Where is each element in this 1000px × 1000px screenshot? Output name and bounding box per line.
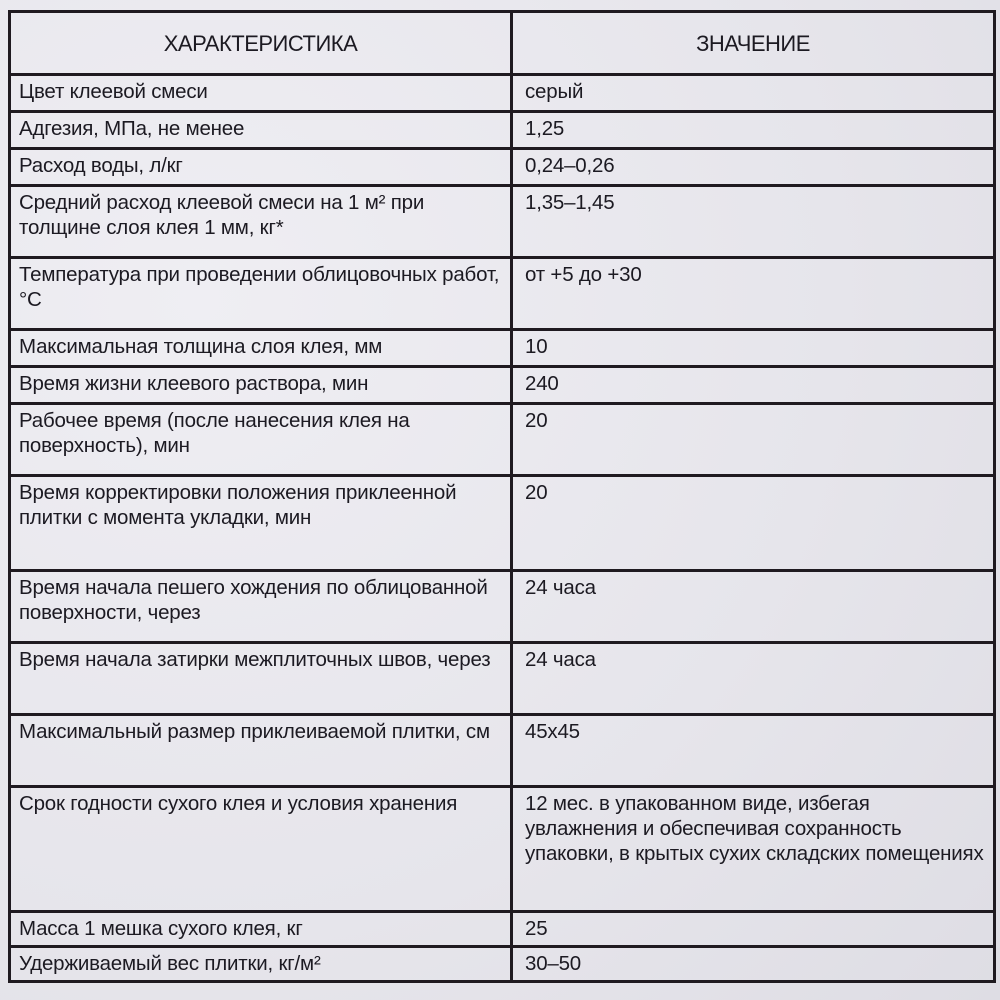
- row-name: Максимальная толщина слоя клея, мм: [10, 330, 512, 367]
- table-row: [10, 404, 995, 476]
- table-row: [10, 258, 995, 330]
- row-name: Время жизни клеевого раствора, мин: [10, 367, 512, 404]
- row-value: 30–50: [512, 947, 995, 982]
- header-characteristic: ХАРАКТЕРИСТИКА: [10, 12, 512, 75]
- row-name: Максимальный размер приклеиваемой плитки, см: [10, 715, 512, 787]
- row-value: 0,24–0,26: [512, 149, 995, 186]
- row-value: 12 мес. в упакованном виде, избегая увлажнения и обеспечивая сохранность упаковки, в крытых сухих складских помещениях: [512, 787, 995, 912]
- table-row: [10, 112, 995, 149]
- row-name: Адгезия, МПа, не менее: [10, 112, 512, 149]
- row-value: 1,25: [512, 112, 995, 149]
- row-name: Расход воды, л/кг: [10, 149, 512, 186]
- table-row: [10, 787, 995, 912]
- row-value: 240: [512, 367, 995, 404]
- row-value: от +5 до +30: [512, 258, 995, 330]
- table-row: [10, 149, 995, 186]
- row-name: Время начала пешего хождения по облицованной поверхности, через: [10, 571, 512, 643]
- row-name: Время корректировки положения приклеенной плитки с момента укладки, мин: [10, 476, 512, 571]
- row-name: Время начала затирки межплиточных швов, через: [10, 643, 512, 715]
- row-value: 25: [512, 912, 995, 947]
- table-row: [10, 367, 995, 404]
- row-value: 10: [512, 330, 995, 367]
- row-name: Масса 1 мешка сухого клея, кг: [10, 912, 512, 947]
- table-row: [10, 75, 995, 112]
- row-value: 20: [512, 476, 995, 571]
- table-row: [10, 571, 995, 643]
- row-name: Цвет клеевой смеси: [10, 75, 512, 112]
- table-row: [10, 186, 995, 258]
- row-value: серый: [512, 75, 995, 112]
- table-row: [10, 947, 995, 982]
- row-value: 45х45: [512, 715, 995, 787]
- characteristics-table: [8, 10, 996, 983]
- row-value: 1,35–1,45: [512, 186, 995, 258]
- row-name: Удерживаемый вес плитки, кг/м²: [10, 947, 512, 982]
- row-value: 24 часа: [512, 571, 995, 643]
- table-row: [10, 912, 995, 947]
- table-row: [10, 715, 995, 787]
- row-value: 20: [512, 404, 995, 476]
- row-name: Срок годности сухого клея и условия хранения: [10, 787, 512, 912]
- spec-sheet: [8, 10, 992, 975]
- row-name: Температура при проведении облицовочных работ, °С: [10, 258, 512, 330]
- row-name: Средний расход клеевой смеси на 1 м² при толщине слоя клея 1 мм, кг*: [10, 186, 512, 258]
- header-value: ЗНАЧЕНИЕ: [512, 12, 995, 75]
- row-name: Рабочее время (после нанесения клея на поверхность), мин: [10, 404, 512, 476]
- table-row: [10, 330, 995, 367]
- table-row: [10, 476, 995, 571]
- row-value: 24 часа: [512, 643, 995, 715]
- table-header-row: [10, 12, 995, 75]
- table-row: [10, 643, 995, 715]
